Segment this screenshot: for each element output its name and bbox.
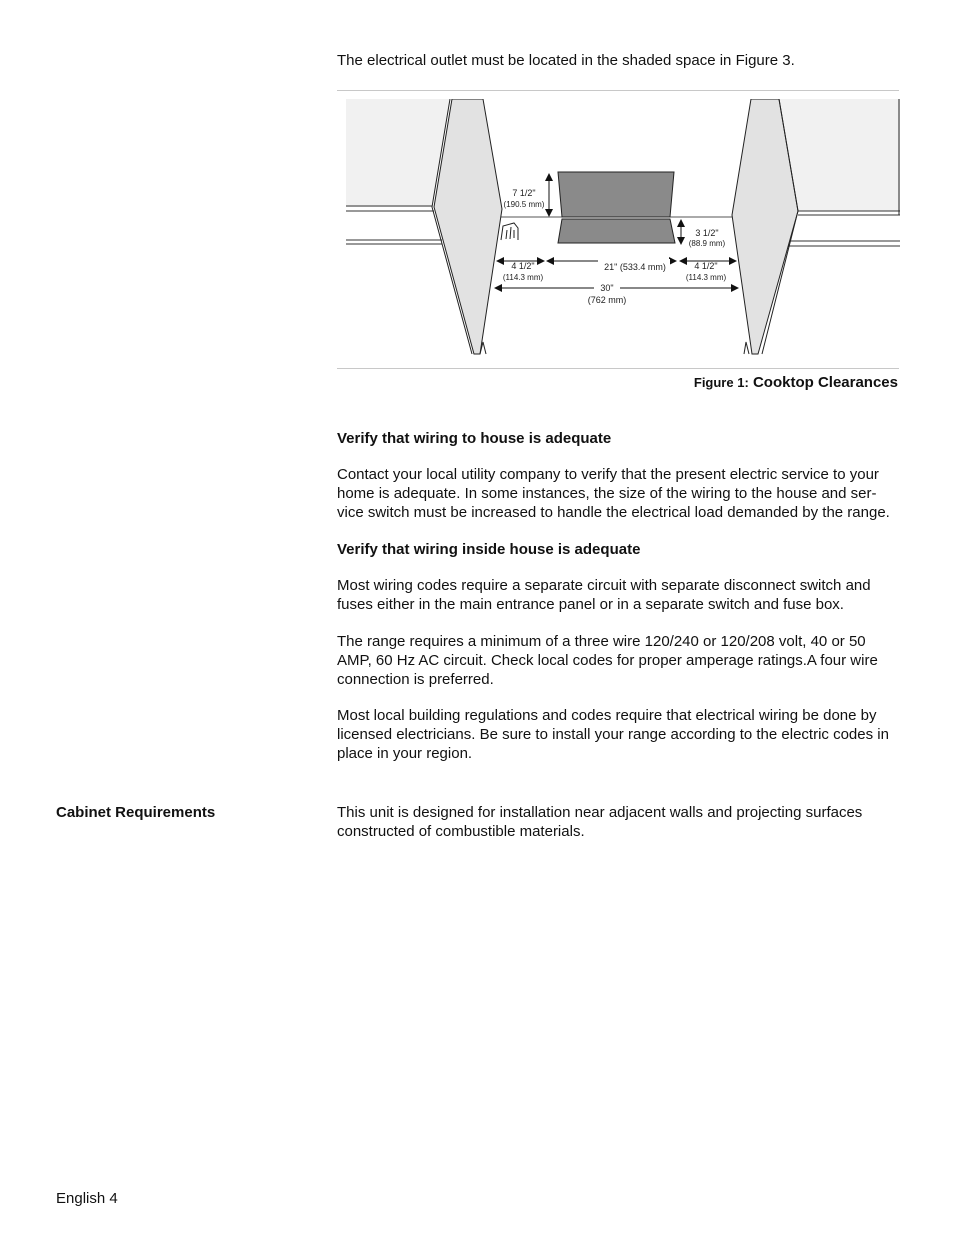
dim-side-height: 3 1/2" xyxy=(695,228,719,238)
page-footer: English 4 xyxy=(56,1190,118,1207)
paragraph-circuit-requirements: The range requires a minimum of a three wire 120/240 or 120/208 volt, 40 or 50 AMP, 60 Hz AC circuit. Check local codes for proper amperage ratings.A four wire connection is preferred. xyxy=(337,632,878,688)
figure-top-rule xyxy=(337,90,899,91)
outlet-plug-icon xyxy=(501,223,518,240)
cooktop-clearance-figure xyxy=(346,99,900,355)
outlet-area-lower xyxy=(558,219,675,243)
intro-text: The electrical outlet must be located in the shaded space in Figure 3. xyxy=(337,52,795,69)
right-cabinet-foot xyxy=(744,342,749,354)
dim-top-height-mm: (190.5 mm) xyxy=(503,200,545,209)
figure-bottom-rule xyxy=(337,368,899,369)
wiring-sections xyxy=(337,429,899,782)
dim-center-width: 21" (533.4 mm) xyxy=(604,262,666,272)
outlet-area-upper xyxy=(558,172,674,217)
dim-side-height-mm: (88.9 mm) xyxy=(688,239,726,248)
dim-overall: 30" xyxy=(600,283,614,293)
section-heading-house-wiring: Verify that wiring to house is adequate xyxy=(337,430,612,447)
paragraph-separate-circuit: Most wiring codes require a separate circuit with separate disconnect switch and fuses either in the main entrance panel or in a separate switch and fuse box. xyxy=(337,577,871,614)
left-cabinet-side xyxy=(434,99,502,354)
dim-right-gap: 4 1/2" xyxy=(694,261,718,271)
paragraph-licensed-electricians: Most local building regulations and codes require that electrical wiring be done by licensed electricians. Be sure to install your range according to the electric codes in place in your region. xyxy=(337,707,889,762)
figure-caption xyxy=(694,373,898,392)
dim-left-gap-mm: (114.3 mm) xyxy=(502,273,544,282)
cooktop-clearance-diagram xyxy=(346,99,900,355)
dim-top-height: 7 1/2" xyxy=(512,188,536,198)
figure-caption-label: Figure 1: xyxy=(693,375,749,390)
dim-right-gap-mm: (114.3 mm) xyxy=(685,273,727,282)
dim-overall-mm: (762 mm) xyxy=(587,295,627,305)
cabinet-requirements-text: This unit is designed for installation near adjacent walls and projecting surfaces constructed of combustible materials. xyxy=(337,804,863,840)
dim-left-gap: 4 1/2" xyxy=(511,261,535,271)
section-heading-inside-wiring: Verify that wiring inside house is adequate xyxy=(337,541,641,559)
paragraph-utility-check: Contact your local utility company to verify that the present electric service to your home is adequate. In some instances, the size of the wiring to the house and ser-vice switch must be increased to handle the electrical load demanded by the range. xyxy=(337,466,890,521)
figure-caption-title: Cooktop Clearances xyxy=(752,374,898,391)
right-wall-panel xyxy=(778,99,900,211)
cabinet-requirements-heading: Cabinet Requirements xyxy=(56,804,216,821)
